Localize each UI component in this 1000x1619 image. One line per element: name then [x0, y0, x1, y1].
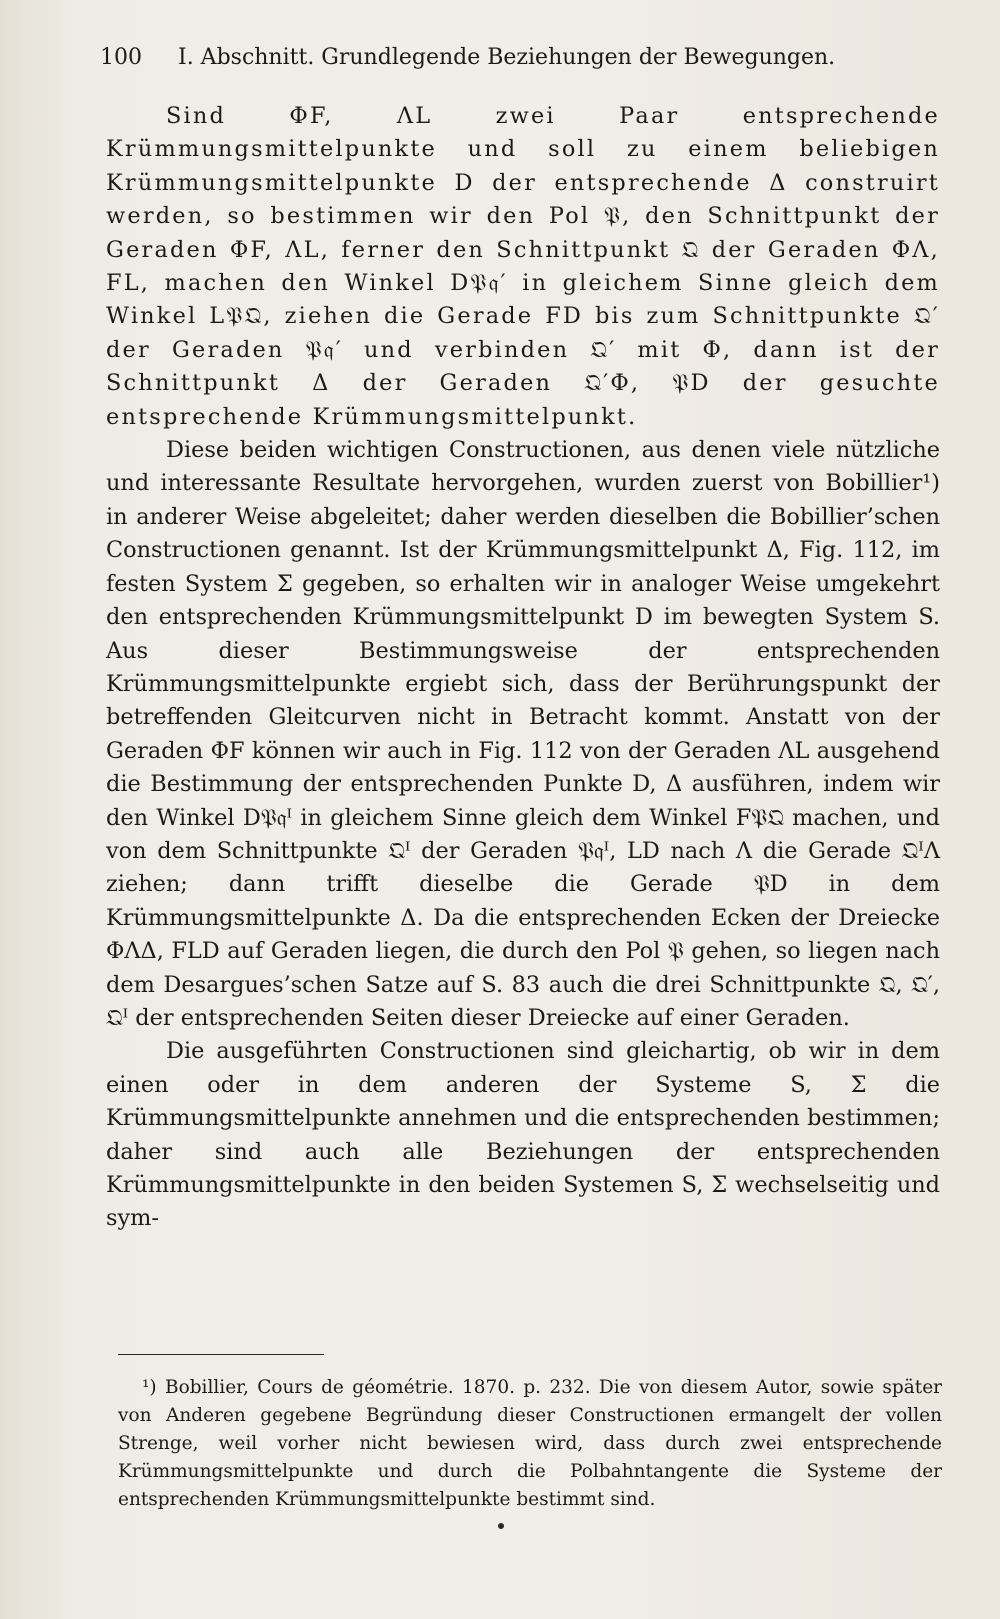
footnote-1: ¹) Bobillier, Cours de géométrie. 1870. p. 232. Die von diesem Autor, sowie später von Anderen gegebene Begründung dieser Constructionen ermangelt der vollen Strenge, weil vorher nicht bewiesen wird, dass durch zwei entsprechende Krümmungsmittelpunkte und durch die Polbahntangente die Systeme der entsprechenden Krümmungsmittelpunkte bestimmt sind.: [118, 1377, 942, 1510]
footnote-divider: [118, 1354, 324, 1355]
page-number: 100: [100, 45, 142, 70]
running-title: I. Abschnitt. Grundlegende Beziehungen der Bewegungen.: [178, 45, 836, 70]
paragraph-construction: Sind ΦF, ΛL zwei Paar entsprechende Krümmungsmittelpunkte und soll zu einem beliebigen Krümmungsmittelpunkte D der entsprechende Δ construirt werden, so bestimmen wir den Pol 𝔓, den Schnittpunkt der Geraden ΦF, ΛL, ferner den Schnittpunkt 𝔔 der Geraden ΦΛ, FL, machen den Winkel D𝔓𝔮′ in gleichem Sinne gleich dem Winkel L𝔓𝔔, ziehen die Gerade FD bis zum Schnittpunkte 𝔔′ der Geraden 𝔓𝔮′ und verbinden 𝔔′ mit Φ, dann ist der Schnittpunkt Δ der Geraden 𝔔′Φ, 𝔓D der gesuchte entsprechende Krümmungsmittelpunkt.: [106, 103, 940, 430]
footnotes: [118, 1374, 942, 1514]
paragraph-symmetry: Die ausgeführten Constructionen sind gleichartig, ob wir in dem einen oder in dem anderen der Systeme S, Σ die Krümmungsmittelpunkte annehmen und die entsprechenden bestimmen; daher sind auch alle Beziehungen der entsprechenden Krümmungsmittelpunkte in den beiden Systemen S, Σ wechselseitig und sym-: [106, 1038, 940, 1232]
paragraph-bobillier: Diese beiden wichtigen Constructionen, aus denen viele nützliche und interessante Resultate hervorgehen, wurden zuerst von Bobillier¹) in anderer Weise abgeleitet; daher werden dieselben die Bobillier’schen Constructionen genannt. Ist der Krümmungsmittelpunkt Δ, Fig. 112, im festen System Σ gegeben, so erhalten wir in analoger Weise umgekehrt den entsprechenden Krümmungsmittelpunkt D im bewegten System S. Aus dieser Bestimmungsweise der entsprechenden Krümmungsmittelpunkte ergiebt sich, dass der Berührungspunkt der betreffenden Gleitcurven nicht in Betracht kommt. Anstatt von der Geraden ΦF können wir auch in Fig. 112 von der Geraden ΛL ausgehend die Bestimmung der entsprechenden Punkte D, Δ ausführen, indem wir den Winkel D𝔓𝔮ᴵ in gleichem Sinne gleich dem Winkel F𝔓𝔔 machen, und von dem Schnittpunkte 𝔔ᴵ der Geraden 𝔓𝔮ᴵ, LD nach Λ die Gerade 𝔔ᴵΛ ziehen; dann trifft dieselbe die Gerade 𝔓D in dem Krümmungsmittelpunkte Δ. Da die entsprechenden Ecken der Dreiecke ΦΛΔ, FLD auf Geraden liegen, die durch den Pol 𝔓 gehen, so liegen nach dem Desargues’schen Satze auf S. 83 auch die drei Schnittpunkte 𝔔, 𝔔′, 𝔔ᴵ der entsprechenden Seiten dieser Dreiecke auf einer Geraden.: [106, 437, 940, 1031]
running-header: [100, 44, 920, 72]
print-mark: [498, 1523, 504, 1529]
body-text: [106, 100, 940, 1236]
